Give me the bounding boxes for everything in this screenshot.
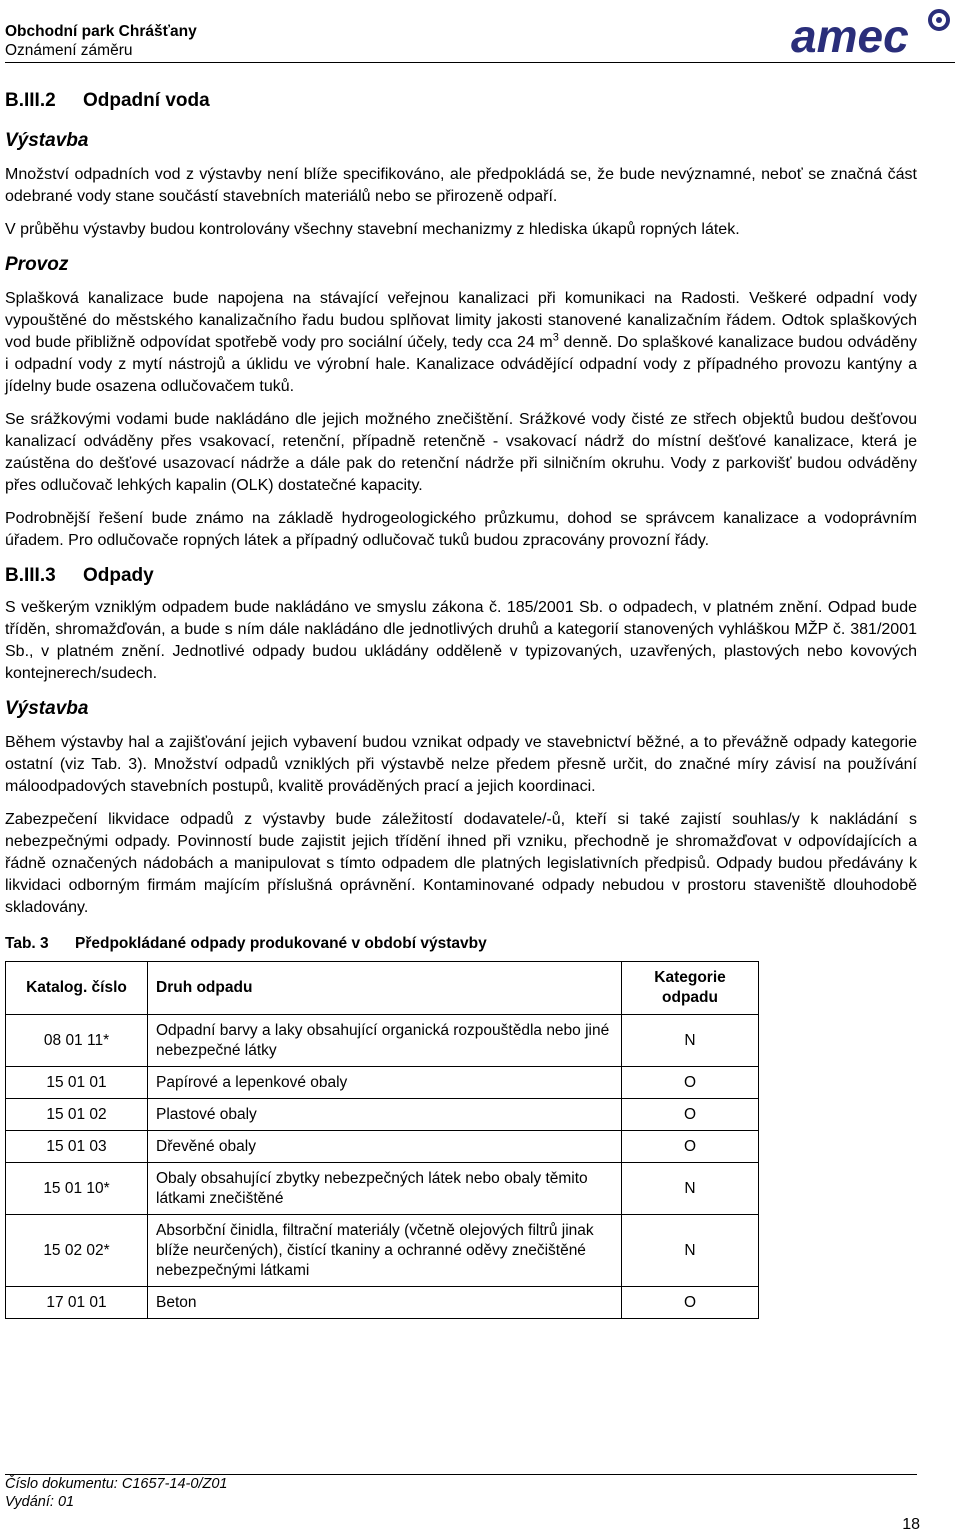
section-title: Odpady [83, 565, 154, 586]
cell-name: Odpadní barvy a laky obsahující organická rozpouštědla nebo jiné nebezpečné látky [148, 1015, 622, 1067]
table-number: Tab. 3 [5, 935, 49, 952]
section-number: B.III.2 [5, 90, 56, 111]
cell-category: O [622, 1099, 759, 1131]
cell-name: Papírové a lepenkové obaly [148, 1067, 622, 1099]
paragraph: V průběhu výstavby budou kontrolovány všechny stavební mechanizmy z hlediska úkapů ropných látek. [5, 221, 740, 238]
page-header [5, 10, 955, 64]
document-number: Číslo dokumentu: C1657-14-0/Z01 [5, 1476, 228, 1492]
cell-code: 15 01 01 [6, 1067, 148, 1099]
cell-code: 08 01 11* [6, 1015, 148, 1067]
cell-code: 17 01 01 [6, 1287, 148, 1319]
cell-code: 15 01 10* [6, 1163, 148, 1215]
table-row [6, 1163, 759, 1215]
cell-name: Dřevěné obaly [148, 1131, 622, 1163]
table-caption [5, 933, 917, 955]
page-footer [5, 1474, 955, 1511]
section-heading-b3-2 [5, 88, 917, 114]
document-title: Obchodní park Chrášťany [5, 23, 197, 40]
table-title: Předpokládané odpady produkované v období výstavby [75, 935, 487, 952]
cell-name: Beton [148, 1287, 622, 1319]
cell-category: O [622, 1131, 759, 1163]
logo-text: amec [791, 10, 909, 60]
table-row [6, 1131, 759, 1163]
table-row [6, 1015, 759, 1067]
table-row [6, 1067, 759, 1099]
text-run: denně. Do splaškové kanalizace budou odváděny i odpadní vody z mytí nástrojů a úklidu ve výrobní hale. Kanalizace odvádějící odpadní vody z případného provozu kantýny a jídelny bude osazena odlučovačem tuků. [5, 334, 917, 395]
paragraph: Se srážkovými vodami bude nakládáno dle jejich možného znečištění. Srážkové vody čisté ze střech objektů budou dešťovou kanalizací odváděny přes vsakovací, retenční, případně retenčně - vsakovací nádrž do místní dešťové kanalizace, která je zaústěna do dešťové usazovací nádrže a dále pak do retenční nádrže při silničním okruhu. Vody z parkovišť budou odváděny přes odlučovač lehkých kapalin (OLK) dostatečné kapacity. [5, 411, 917, 494]
table-row [6, 1287, 759, 1319]
page-number: 18 [902, 1516, 920, 1533]
paragraph [5, 288, 917, 398]
section-number: B.III.3 [5, 565, 56, 586]
table-row [6, 1215, 759, 1287]
subheading-vystavba: Výstavba [5, 130, 89, 151]
cell-category: N [622, 1015, 759, 1067]
cell-code: 15 02 02* [6, 1215, 148, 1287]
cell-category: O [622, 1287, 759, 1319]
cell-name: Absorbční činidla, filtrační materiály (včetně olejových filtrů jinak blíže neurčených), čistící tkaniny a ochranné oděvy znečištěné nebezpečnými látkami [148, 1215, 622, 1287]
section-heading-b3-3 [5, 563, 917, 589]
paragraph: Zabezpečení likvidace odpadů z výstavby bude záležitostí dodavatele/-ů, kteří si také zajistí souhlas/y k nakládání s nebezpečnými odpady. Povinností bude zajistit jejich třídění ihned při vzniku, přechodně je shromažďovat v odpovídajících a řádně označených nádobách a manipulovat s tímto odpadem dle platných legislativních předpisů. Odpady budou předávány k likvidaci odborným firmám majícím příslušná oprávnění. Kontaminované odpady nebudou v prostoru staveniště dlouhodobě skladovány. [5, 811, 917, 916]
section-title: Odpadní voda [83, 90, 210, 111]
cell-code: 15 01 02 [6, 1099, 148, 1131]
subheading-vystavba: Výstavba [5, 698, 89, 719]
text-run: Splašková kanalizace bude napojena na stávající veřejnou kanalizaci při komunikaci na Radosti. Veškeré odpadní vody vypouštěné do městského kanalizačního řadu budou splňovat limity jakosti stanovené kanalizačním řádem. Odtok splaškových vod bude přibližně odpovídat spotřebě vody pro sociální účely, tedy cca 24 m [5, 290, 917, 351]
cell-code: 15 01 03 [6, 1131, 148, 1163]
table-row [6, 1099, 759, 1131]
paragraph: Podrobnější řešení bude známo na základě hydrogeologického průzkumu, dohod se správcem kanalizace a vodoprávním úřadem. Pro odlučovače ropných látek a případný odlučovač tuků budou zpracovány provozní řády. [5, 510, 917, 549]
paragraph: Během výstavby hal a zajišťování jejich vybavení budou vznikat odpady ve stavebnictví běžné, a to převážně odpady kategorie ostatní (viz Tab. 3). Množství odpadů vzniklých při výstavbě nelze předem přesně určit, do značné míry závisí na používání máloodpadových stavebních postupů, kvalitě prováděných prací a jejich koordinaci. [5, 734, 917, 795]
document-body [5, 88, 917, 1319]
paragraph: Množství odpadních vod z výstavby není blíže specifikováno, ale předpokládá se, že bude nevýznamné, neboť se značná část odebrané vody stane součástí stavebních materiálů nebo se přirozeně odpaří. [5, 166, 917, 205]
table-header-row [6, 962, 759, 1015]
cell-category: N [622, 1215, 759, 1287]
cell-category: O [622, 1067, 759, 1099]
column-header: Druh odpadu [148, 962, 622, 1015]
header-divider [5, 62, 955, 63]
amec-logo [791, 8, 951, 67]
column-header: Kategorie odpadu [622, 962, 759, 1015]
superscript: 3 [552, 331, 559, 344]
column-header: Katalog. číslo [6, 962, 148, 1015]
amec-logo-icon [791, 8, 951, 60]
issue-number: Vydání: 01 [5, 1494, 75, 1510]
subheading-provoz: Provoz [5, 254, 69, 275]
document-subtitle: Oznámení záměru [5, 42, 133, 59]
cell-name: Obaly obsahující zbytky nebezpečných látek nebo obaly těmito látkami znečištěné [148, 1163, 622, 1215]
cell-category: N [622, 1163, 759, 1215]
paragraph: S veškerým vzniklým odpadem bude nakládáno ve smyslu zákona č. 185/2001 Sb. o odpadech, v platném znění. Odpad bude tříděn, shromažďován, a bude s ním dále nakládáno dle jednotlivých druhů a kategorií stanovených vyhláškou MŽP č. 381/2001 Sb., v platném znění. Jednotlivé odpady budou ukládány odděleně v typizovaných, uzavřených, plastových nebo kovových kontejnerech/sudech. [5, 599, 917, 682]
cell-name: Plastové obaly [148, 1099, 622, 1131]
waste-table [5, 961, 759, 1319]
